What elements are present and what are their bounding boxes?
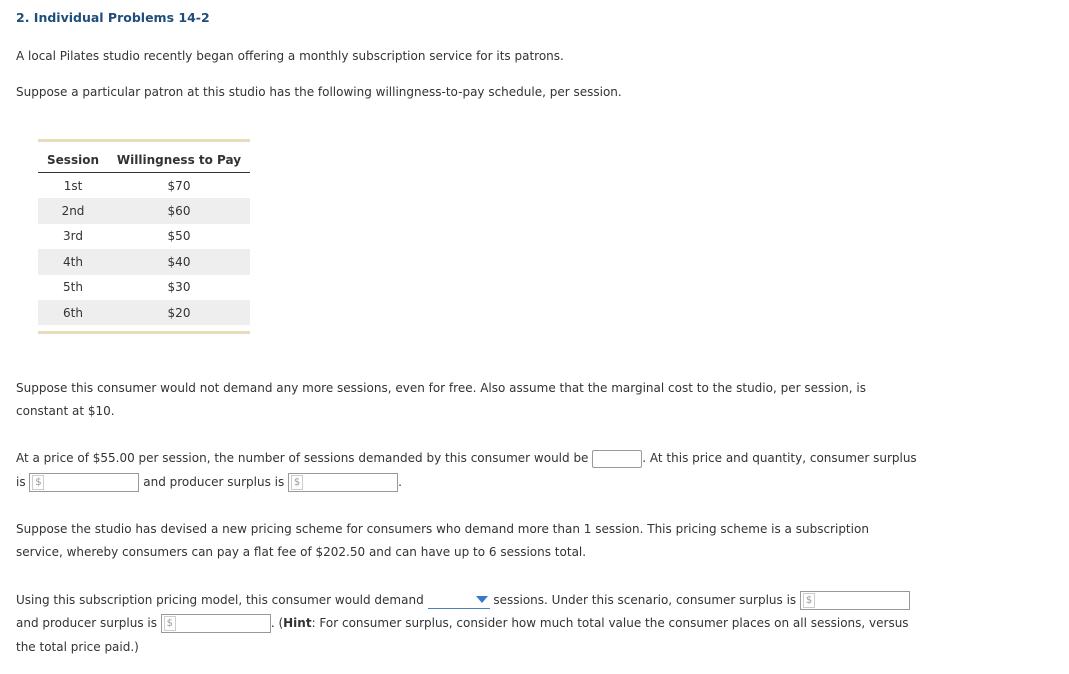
wtp-cell: $70 — [167, 178, 191, 193]
wtp-cell: $60 — [108, 198, 250, 223]
q2-text-part2: sessions. Under this scenario, consumer surplus is — [493, 593, 797, 607]
wtp-cell: $20 — [108, 300, 250, 325]
currency-symbol: $ — [291, 475, 303, 490]
session-cell: 6th — [38, 300, 108, 325]
table-row — [38, 173, 250, 199]
sessions-select[interactable] — [428, 592, 490, 609]
wtp-cell: $40 — [108, 249, 250, 274]
q2-text-part4: . ( — [270, 616, 284, 630]
currency-symbol: $ — [164, 616, 176, 631]
subscription-producer-surplus-input[interactable] — [161, 614, 271, 633]
session-cell: 4th — [38, 249, 108, 274]
subscription-consumer-surplus-input[interactable] — [800, 591, 910, 610]
table-row — [38, 275, 250, 300]
q2-text-part1: Using this subscription pricing model, this consumer would demand — [16, 593, 424, 607]
session-cell: 1st — [63, 178, 83, 193]
header-session: Session — [38, 142, 108, 173]
question1-line1 — [16, 447, 917, 470]
subscription-paragraph: Suppose the studio has devised a new pricing scheme for consumers who demand more than 1 session. This pricing scheme is a subscription service, whereby consumers can pay a flat fee of $202.50 and can have up to 6 sessions total. — [16, 522, 869, 559]
table-row — [38, 224, 250, 249]
consumer-surplus-input[interactable] — [29, 473, 139, 492]
session-cell: 2nd — [38, 198, 108, 223]
q1-text-part5: . — [398, 475, 402, 489]
wtp-intro-paragraph: Suppose a particular patron at this studio has the following willingness-to-pay schedule, per session. — [16, 85, 622, 99]
assumption-paragraph: Suppose this consumer would not demand any more sessions, even for free. Also assume that the marginal cost to the studio, per session, is constant at $10. — [16, 381, 866, 418]
q1-text-part1: At a price of $55.00 per session, the number of sessions demanded by this consumer would be — [16, 451, 589, 465]
currency-symbol: $ — [32, 475, 44, 490]
currency-symbol: $ — [803, 593, 815, 608]
table-row — [38, 249, 250, 274]
table-row — [38, 300, 250, 325]
q2-text-part5: : For consumer surplus, consider how much total value the consumer places on all sessions, versus — [311, 616, 909, 630]
hint-label: Hint — [283, 616, 312, 630]
producer-surplus-input[interactable] — [288, 473, 398, 492]
intro-paragraph: A local Pilates studio recently began offering a monthly subscription service for its patrons. — [16, 49, 564, 63]
chevron-down-icon — [476, 596, 488, 603]
session-cell: 5th — [63, 280, 83, 295]
question2-line1 — [16, 589, 910, 612]
problem-title: 2. Individual Problems 14-2 — [16, 10, 210, 25]
session-cell: 3rd — [63, 229, 83, 244]
wtp-cell: $30 — [167, 280, 191, 295]
q2-text-part3: and producer surplus is — [16, 616, 157, 630]
wtp-table — [38, 139, 250, 334]
q1-text-part2: . At this price and quantity, consumer surplus — [642, 451, 917, 465]
header-willingness-to-pay: Willingness to Pay — [108, 142, 250, 173]
question2-line3: the total price paid.) — [16, 640, 139, 654]
q1-text-part4: and producer surplus is — [143, 475, 285, 489]
wtp-cell: $50 — [167, 229, 191, 244]
q1-text-part3: is — [16, 475, 26, 489]
table-bottom-rule — [38, 331, 250, 334]
question1-line2 — [16, 471, 402, 494]
sessions-demanded-input[interactable] — [592, 450, 642, 468]
table-row — [38, 198, 250, 223]
question2-line2 — [16, 612, 909, 635]
